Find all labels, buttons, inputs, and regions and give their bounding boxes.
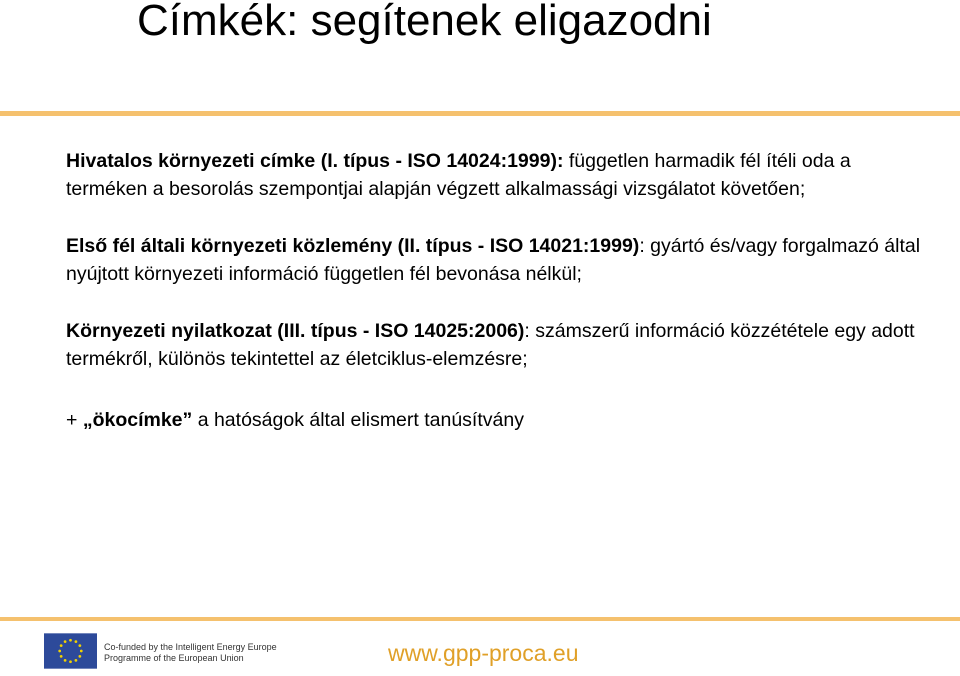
paragraph-type1 — [66, 147, 926, 203]
eu-star — [64, 659, 67, 662]
ecolabel-prefix: + — [66, 409, 83, 431]
cofund-line-2: Programme of the European Union — [104, 653, 244, 663]
slide-body — [66, 147, 926, 463]
bottom-divider — [0, 617, 960, 621]
ecolabel-heading: „ökocímke” — [82, 409, 193, 431]
type2-text: : gyártó és/vagy forgalmazó által nyújtott környezeti információ független fél bevonása nélkül; — [66, 235, 921, 285]
cofund-line-1: Co-funded by the Intelligent Energy Europe — [104, 642, 277, 652]
type1-heading: Hivatalos környezeti címke (I. típus - ISO 14024:1999): — [66, 150, 564, 172]
top-divider — [0, 111, 960, 116]
eu-star — [69, 660, 72, 663]
eu-flag-icon — [44, 633, 97, 669]
paragraph-type3 — [66, 317, 926, 373]
cofunding-notice — [104, 642, 277, 664]
eu-star — [64, 640, 67, 643]
slide-title: Címkék: segítenek eligazodni — [137, 0, 712, 45]
eu-star — [78, 655, 81, 658]
eu-star — [60, 644, 63, 647]
paragraph-type2 — [66, 232, 926, 288]
type3-text: : számszerű információ közzététele egy adott termékről, különös tekintettel az életciklus-elemzésre; — [66, 320, 915, 370]
type1-text: független harmadik fél ítéli oda a terméken a besorolás szempontjai alapján végzett alkalmassági vizsgálatot követően; — [66, 150, 851, 200]
ecolabel-text: a hatóságok által elismert tanúsítvány — [192, 409, 524, 431]
eu-star — [75, 640, 78, 643]
eu-star — [75, 659, 78, 662]
type2-heading: Első fél általi környezeti közlemény (II. típus - ISO 14021:1999) — [66, 235, 640, 257]
eu-star — [78, 644, 81, 647]
eu-star — [58, 650, 61, 653]
eu-star — [60, 655, 63, 658]
website-link[interactable]: www.gpp-proca.eu — [388, 640, 579, 666]
paragraph-ecolabel — [66, 406, 926, 434]
type3-heading: Környezeti nyilatkozat (III. típus - ISO 14025:2006) — [66, 320, 525, 342]
eu-star — [69, 639, 72, 642]
eu-star — [80, 650, 83, 653]
